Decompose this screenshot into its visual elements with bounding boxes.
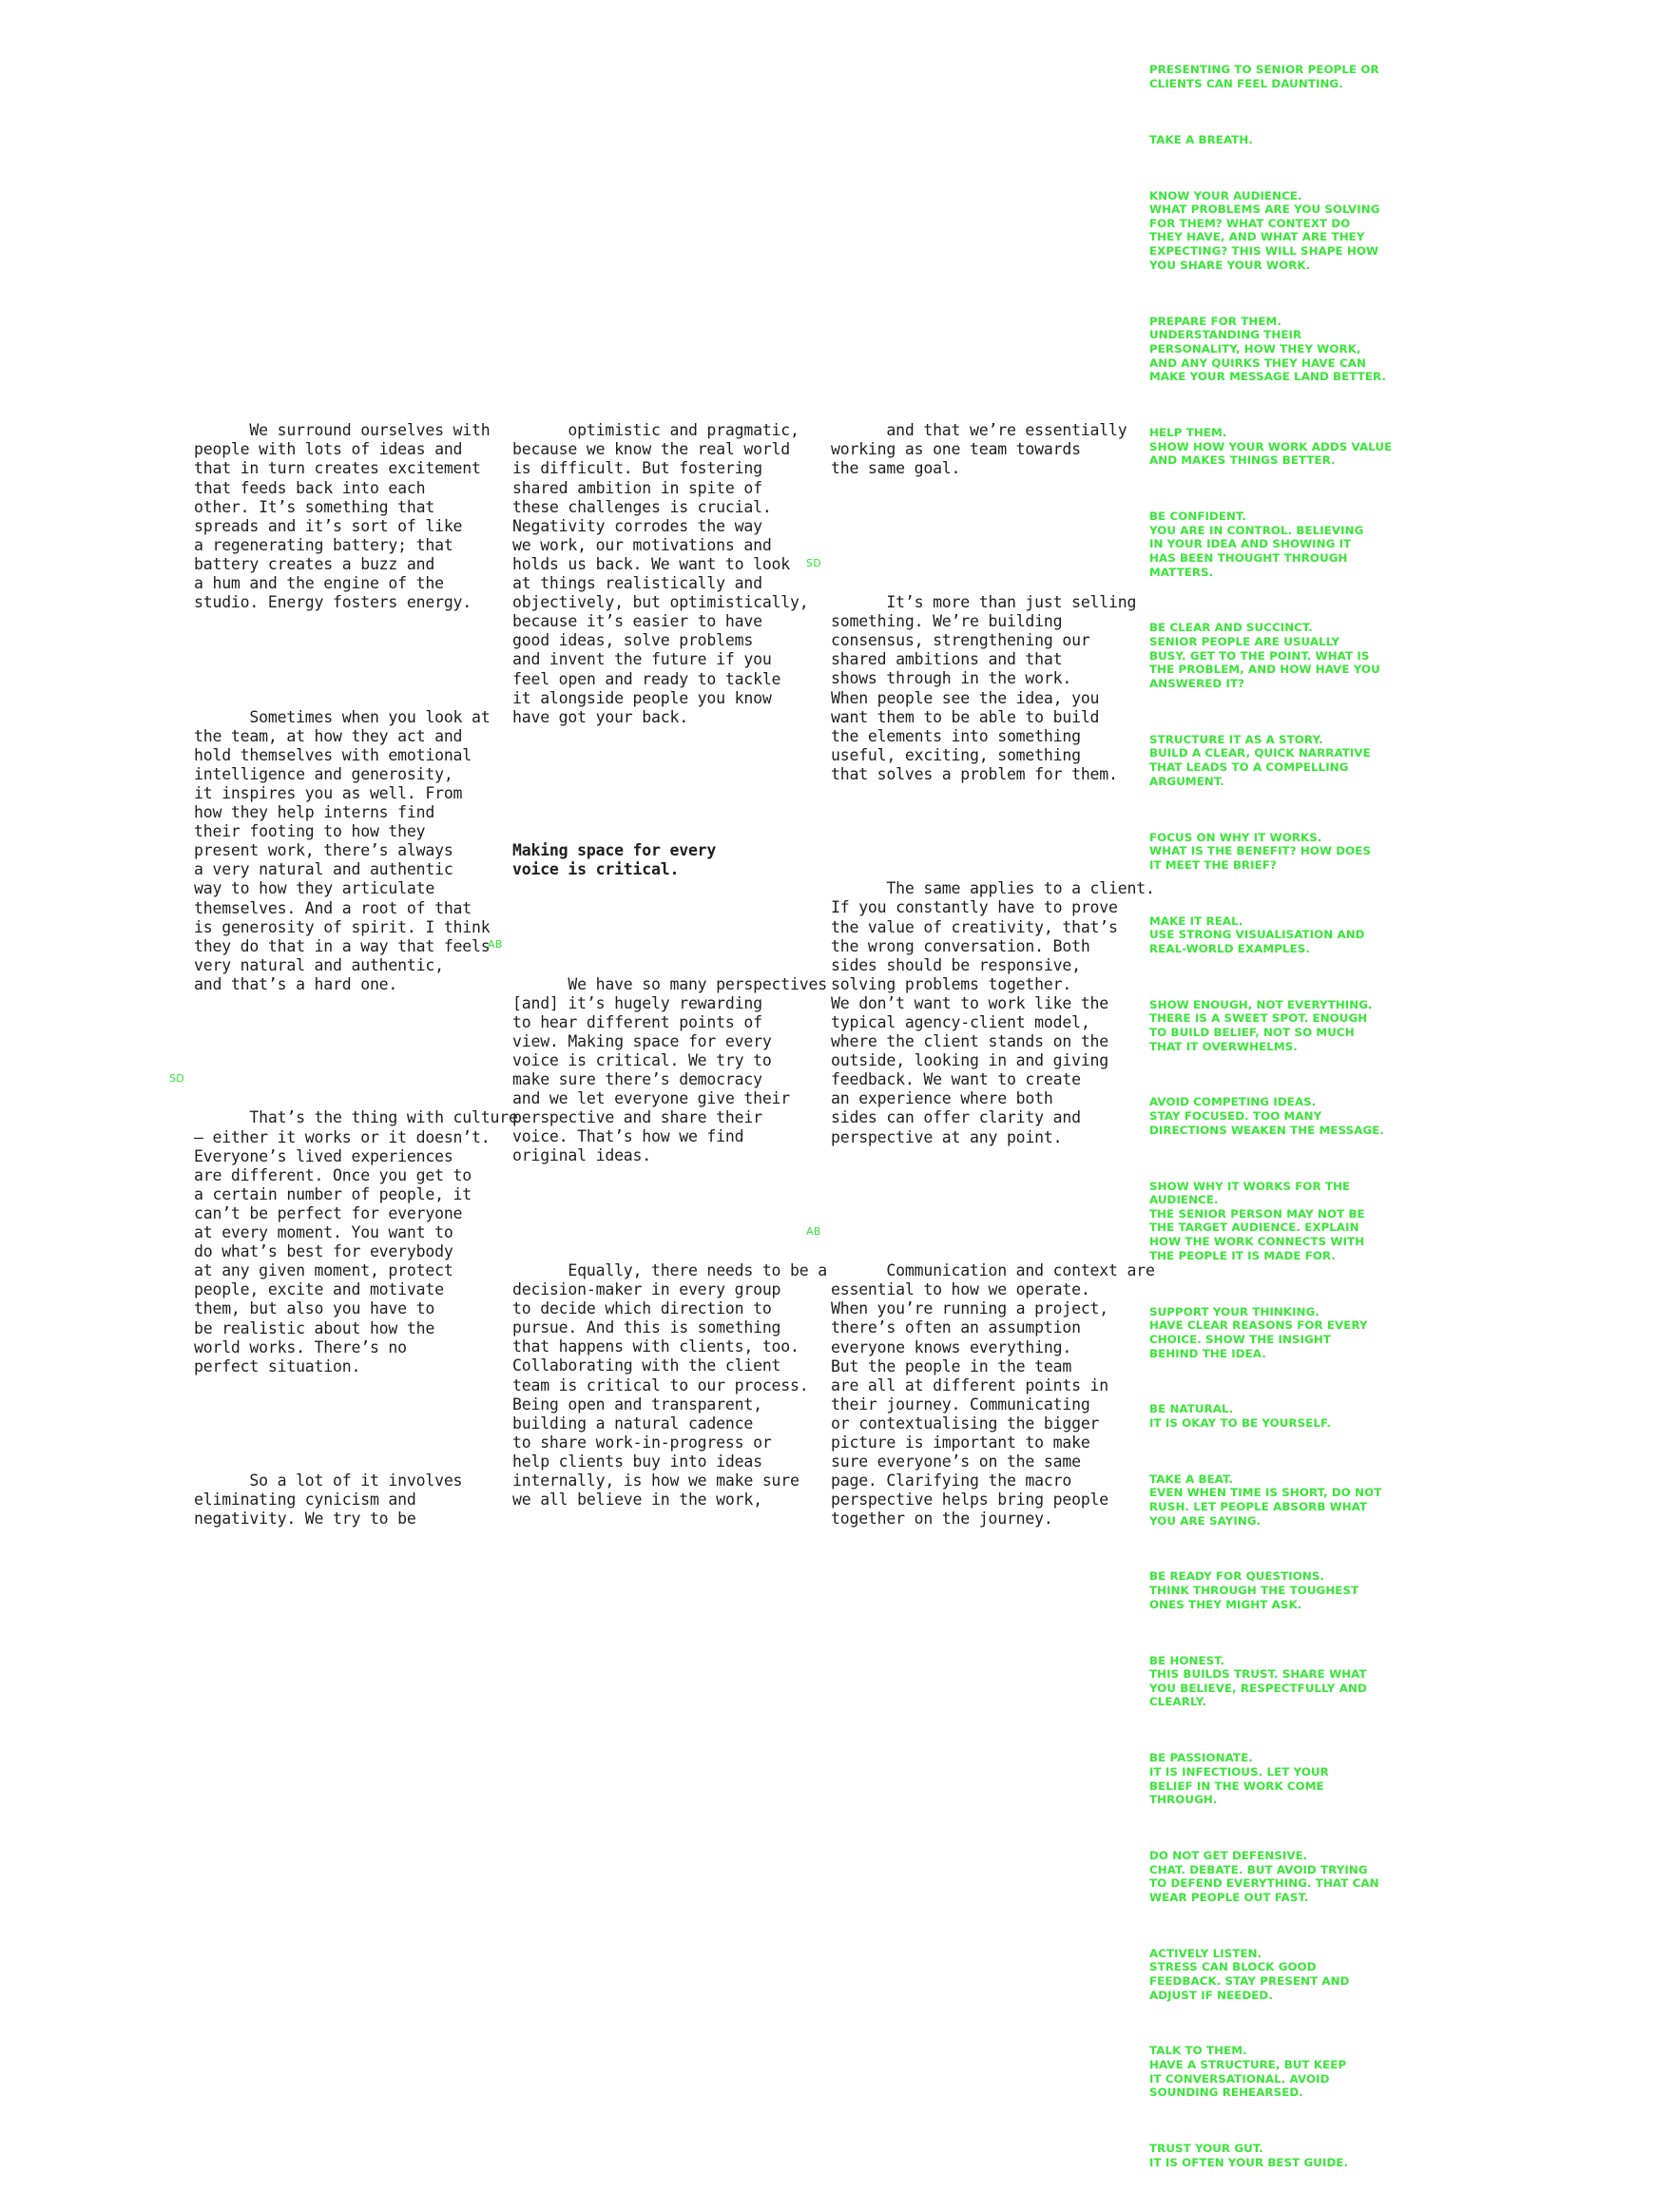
paragraph-text: We have so many perspectives [and] it’s hugely rewarding to hear different points of view. Making space for every voice is critical. We try to make sure there’s democracy and we let everyone give their perspective and share their voice. That’s how we find original ideas. xyxy=(512,974,827,1165)
speaker-initials-ab: AB xyxy=(806,1224,821,1238)
speaker-initials-ab: AB xyxy=(488,938,503,952)
paragraph-text: It’s more than just selling something. We’re building consensus, strengthening our shared ambitions and that shows through in the work. When people see the idea, you want them to be able to build the elements into something useful, exciting, something that solves a problem for them. xyxy=(831,593,1137,783)
paragraph xyxy=(806,555,1137,803)
paragraph-text: That’s the thing with culture – either it works or it doesn’t. Everyone’s lived experiences are different. Once you get to a certain number of people, it can’t be perfect for everyone at every moment. You want to do what’s best for everybody at any given moment, protect people, excite and motivate them, but also you have to be realistic about how the world works. There’s no perfect situation. xyxy=(194,1108,518,1375)
paragraph xyxy=(488,936,827,1184)
paragraph-text: So a lot of it involves eliminating cynicism and negativity. We try to be xyxy=(194,1471,463,1529)
tip-item: DO NOT GET DEFENSIVE. CHAT. DEBATE. BUT AVOID TRYING TO DEFEND EVERYTHING. THAT CAN WEAR PEOPLE OUT FAST. xyxy=(1149,1848,1379,1904)
presentation-tips-sidebar xyxy=(1149,35,1406,2212)
tip-item: TAKE A BEAT. EVEN WHEN TIME IS SHORT, DO NOT RUSH. LET PEOPLE ABSORB WHAT YOU ARE SAYING. xyxy=(1149,1471,1382,1528)
paragraph xyxy=(194,1452,485,1548)
paragraph xyxy=(512,402,809,746)
tip-item: FOCUS ON WHY IT WORKS. WHAT IS THE BENEFIT? HOW DOES IT MEET THE BRIEF? xyxy=(1149,830,1372,872)
paragraph xyxy=(194,689,491,1014)
paragraph xyxy=(169,1070,518,1395)
tip-item: BE PASSIONATE. IT IS INFECTIOUS. LET YOUR BELIEF IN THE WORK COME THROUGH. xyxy=(1149,1751,1329,1807)
tip-item: SHOW WHY IT WORKS FOR THE AUDIENCE. THE SENIOR PERSON MAY NOT BE THE TARGET AUDIENCE. EXPLAIN HOW THE WORK CONNECTS WITH THE PEOPLE IT IS MADE FOR. xyxy=(1149,1179,1365,1262)
paragraph xyxy=(831,402,1127,497)
tip-item: SHOW ENOUGH, NOT EVERYTHING. THERE IS A SWEET SPOT. ENOUGH TO BUILD BELIEF, NOT SO MUCH THAT IT OVERWHELMS. xyxy=(1149,997,1373,1053)
tip-item: AVOID COMPETING IDEAS. STAY FOCUSED. TOO MANY DIRECTIONS WEAKEN THE MESSAGE. xyxy=(1149,1095,1385,1137)
tip-item: BE CLEAR AND SUCCINCT. SENIOR PEOPLE ARE USUALLY BUSY. GET TO THE POINT. WHAT IS THE PROBLEM, AND HOW HAVE YOU ANSWERED IT? xyxy=(1149,621,1380,691)
tip-item: HELP THEM. SHOW HOW YOUR WORK ADDS VALUE AND MAKES THINGS BETTER. xyxy=(1149,425,1393,468)
tip-item: BE NATURAL. IT IS OKAY TO BE YOURSELF. xyxy=(1149,1402,1331,1430)
tip-item: KNOW YOUR AUDIENCE. WHAT PROBLEMS ARE YOU SOLVING FOR THEM? WHAT CONTEXT DO THEY HAVE, AND WHAT ARE THEY EXPECTING? THIS WILL SHAPE HOW YOU SHARE YOUR WORK. xyxy=(1149,188,1380,272)
tip-item: BE CONFIDENT. YOU ARE IN CONTROL. BELIEVING IN YOUR IDEA AND SHOWING IT HAS BEEN THOUGHT THROUGH MATTERS. xyxy=(1149,510,1364,579)
tip-item: MAKE IT REAL. USE STRONG VISUALISATION AND REAL-WORLD EXAMPLES. xyxy=(1149,914,1365,955)
paragraph-text: Sometimes when you look at the team, at how they act and hold themselves with emotional intelligence and generosity, it inspires you as well. From how they help interns find their footing to how they present work, there’s always a very natural and authentic way to how they articulate themselves. And a root of that is generosity of spirit. I think they do that in a way that feels very natural and authentic, and that’s a hard one. xyxy=(194,707,491,993)
tip-item: TRUST YOUR GUT. IT IS OFTEN YOUR BEST GUIDE. xyxy=(1149,2142,1349,2169)
paragraph-text: We surround ourselves with people with lots of ideas and that in turn creates excitement that feeds back into each other. It’s something that spreads and it’s sort of like a regenerating battery; that battery creates a buzz and a hum and the engine of the studio. Energy fosters energy. xyxy=(194,421,491,612)
tip-item: BE READY FOR QUESTIONS. THINK THROUGH THE TOUGHEST ONES THEY MIGHT ASK. xyxy=(1149,1569,1359,1611)
paragraph-text: Communication and context are essential to how we operate. When you’re running a project, there’s often an assumption everyone knows everything. But the people in the team are all at different points in their journey. Communicating or contextualising the bigger picture is important to make sure everyone’s on the same page. Clarifying the macro perspective helps bring people together on the journey. xyxy=(831,1261,1155,1529)
section-heading: Making space for every voice is critical. xyxy=(512,841,717,879)
tip-item: TAKE A BREATH. xyxy=(1149,132,1253,146)
body-column-1 xyxy=(169,364,518,1606)
tip-item: BE HONEST. THIS BUILDS TRUST. SHARE WHAT YOU BELIEVE, RESPECTFULLY AND CLEARLY. xyxy=(1149,1653,1367,1709)
paragraph xyxy=(194,402,491,631)
paragraph-text: The same applies to a client. If you constantly have to prove the value of creativity, that’s the wrong conversation. Both sides should be responsive, solving problems together. We don’t want to work like the typical agency-client model, where the client stands on the outside, looking in and giving feedback. We want to create an experience where both sides can offer clarity and perspective at any point. xyxy=(831,879,1155,1146)
paragraph-text: optimistic and pragmatic, because we know the real world is difficult. But fostering shared ambition in spite of these challenges is crucial. Negativity corrodes the way we work, our motivations and holds us back. We want to look at things realistically and objectively, but optimistically, because it’s easier to have good ideas, solve problems and invent the future if you feel open and ready to tackle it alongside people you know have got your back. xyxy=(512,421,809,726)
body-column-2 xyxy=(488,364,827,1586)
tip-item: PREPARE FOR THEM. UNDERSTANDING THEIR PERSONALITY, HOW THEY WORK, AND ANY QUIRKS THEY HAVE CAN MAKE YOUR MESSAGE LAND BETTER. xyxy=(1149,314,1387,384)
tip-item: TALK TO THEM. HAVE A STRUCTURE, BUT KEEP IT CONVERSATIONAL. AVOID SOUNDING REHEARSED. xyxy=(1149,2044,1347,2100)
tip-item: STRUCTURE IT AS A STORY. BUILD A CLEAR, QUICK NARRATIVE THAT LEADS TO A COMPELLING ARGUMENT. xyxy=(1149,732,1371,788)
speaker-initials-sd: SD xyxy=(806,556,822,569)
body-column-3 xyxy=(806,364,1155,1606)
paragraph-text: Equally, there needs to be a decision-maker in every group to decide which direction to pursue. And this is something that happens with clients, too. Collaborating with the client team is critical to our process. Being open and transparent, building a natural cadence to share work-in-progress or help clients buy into ideas internally, is how we make sure we all believe in the work, xyxy=(512,1260,827,1510)
tips-intro: PRESENTING TO SENIOR PEOPLE OR CLIENTS CAN FEEL DAUNTING. xyxy=(1149,63,1379,90)
paragraph xyxy=(806,1223,1155,1548)
speaker-initials-sd: SD xyxy=(169,1072,185,1086)
tip-item: ACTIVELY LISTEN. STRESS CAN BLOCK GOOD FEEDBACK. STAY PRESENT AND ADJUST IF NEEDED. xyxy=(1149,1946,1350,2002)
paragraph xyxy=(831,860,1155,1166)
paragraph xyxy=(512,1242,827,1529)
paragraph-text: and that we’re essentially working as one team towards the same goal. xyxy=(831,421,1127,478)
tip-item: SUPPORT YOUR THINKING. HAVE CLEAR REASONS FOR EVERY CHOICE. SHOW THE INSIGHT BEHIND THE IDEA. xyxy=(1149,1304,1368,1360)
